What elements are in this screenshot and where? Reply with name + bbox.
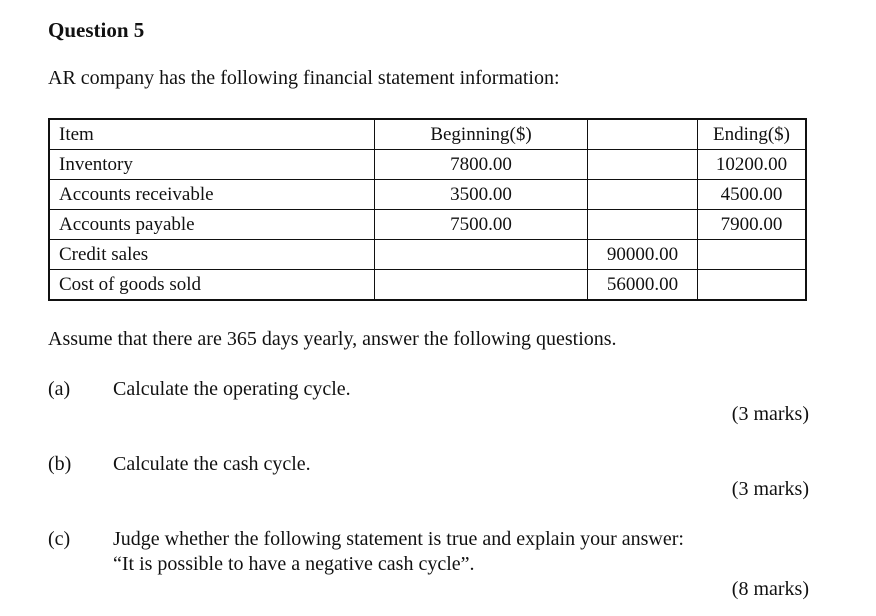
table-row — [49, 240, 806, 270]
row-beginning-cell: 7800.00 — [375, 150, 588, 180]
row-beginning-cell — [375, 240, 588, 270]
row-ending-cell: 10200.00 — [698, 150, 807, 180]
question-b-marks: (3 marks) — [731, 478, 809, 500]
row-item-cell: Cost of goods sold — [49, 270, 375, 301]
header-beginning: Beginning($) — [375, 119, 588, 150]
row-ending-cell: 7900.00 — [698, 210, 807, 240]
row-beginning-cell — [375, 270, 588, 301]
row-ending-cell — [698, 240, 807, 270]
table-header-row — [49, 119, 806, 150]
table-row — [49, 270, 806, 301]
question-c-text: Judge whether the following statement is true and explain your answer: — [113, 528, 684, 550]
table-row — [49, 150, 806, 180]
question-c-label: (c) — [48, 528, 71, 550]
question-a-marks: (3 marks) — [731, 403, 809, 425]
table-row — [49, 180, 806, 210]
question-c-quote: “It is possible to have a negative cash cycle”. — [113, 553, 475, 575]
row-beginning-cell: 7500.00 — [375, 210, 588, 240]
row-mid-cell — [588, 180, 698, 210]
row-mid-cell: 90000.00 — [588, 240, 698, 270]
row-item-cell: Accounts receivable — [49, 180, 375, 210]
intro-text: AR company has the following financial statement information: — [48, 67, 560, 89]
row-mid-cell — [588, 150, 698, 180]
question-title: Question 5 — [48, 18, 145, 42]
question-b-label: (b) — [48, 453, 72, 475]
question-a-label: (a) — [48, 378, 71, 400]
header-blank — [588, 119, 698, 150]
question-a-text: Calculate the operating cycle. — [113, 378, 351, 400]
row-item-cell: Inventory — [49, 150, 375, 180]
row-beginning-cell: 3500.00 — [375, 180, 588, 210]
row-item-cell: Accounts payable — [49, 210, 375, 240]
financial-table — [48, 118, 807, 301]
assumption-text: Assume that there are 365 days yearly, answer the following questions. — [48, 328, 617, 350]
question-b-text: Calculate the cash cycle. — [113, 453, 311, 475]
row-mid-cell — [588, 210, 698, 240]
row-item-cell: Credit sales — [49, 240, 375, 270]
question-c-marks: (8 marks) — [731, 578, 809, 600]
row-ending-cell — [698, 270, 807, 301]
row-mid-cell: 56000.00 — [588, 270, 698, 301]
row-ending-cell: 4500.00 — [698, 180, 807, 210]
header-ending: Ending($) — [698, 119, 807, 150]
header-item: Item — [49, 119, 375, 150]
table-row — [49, 210, 806, 240]
